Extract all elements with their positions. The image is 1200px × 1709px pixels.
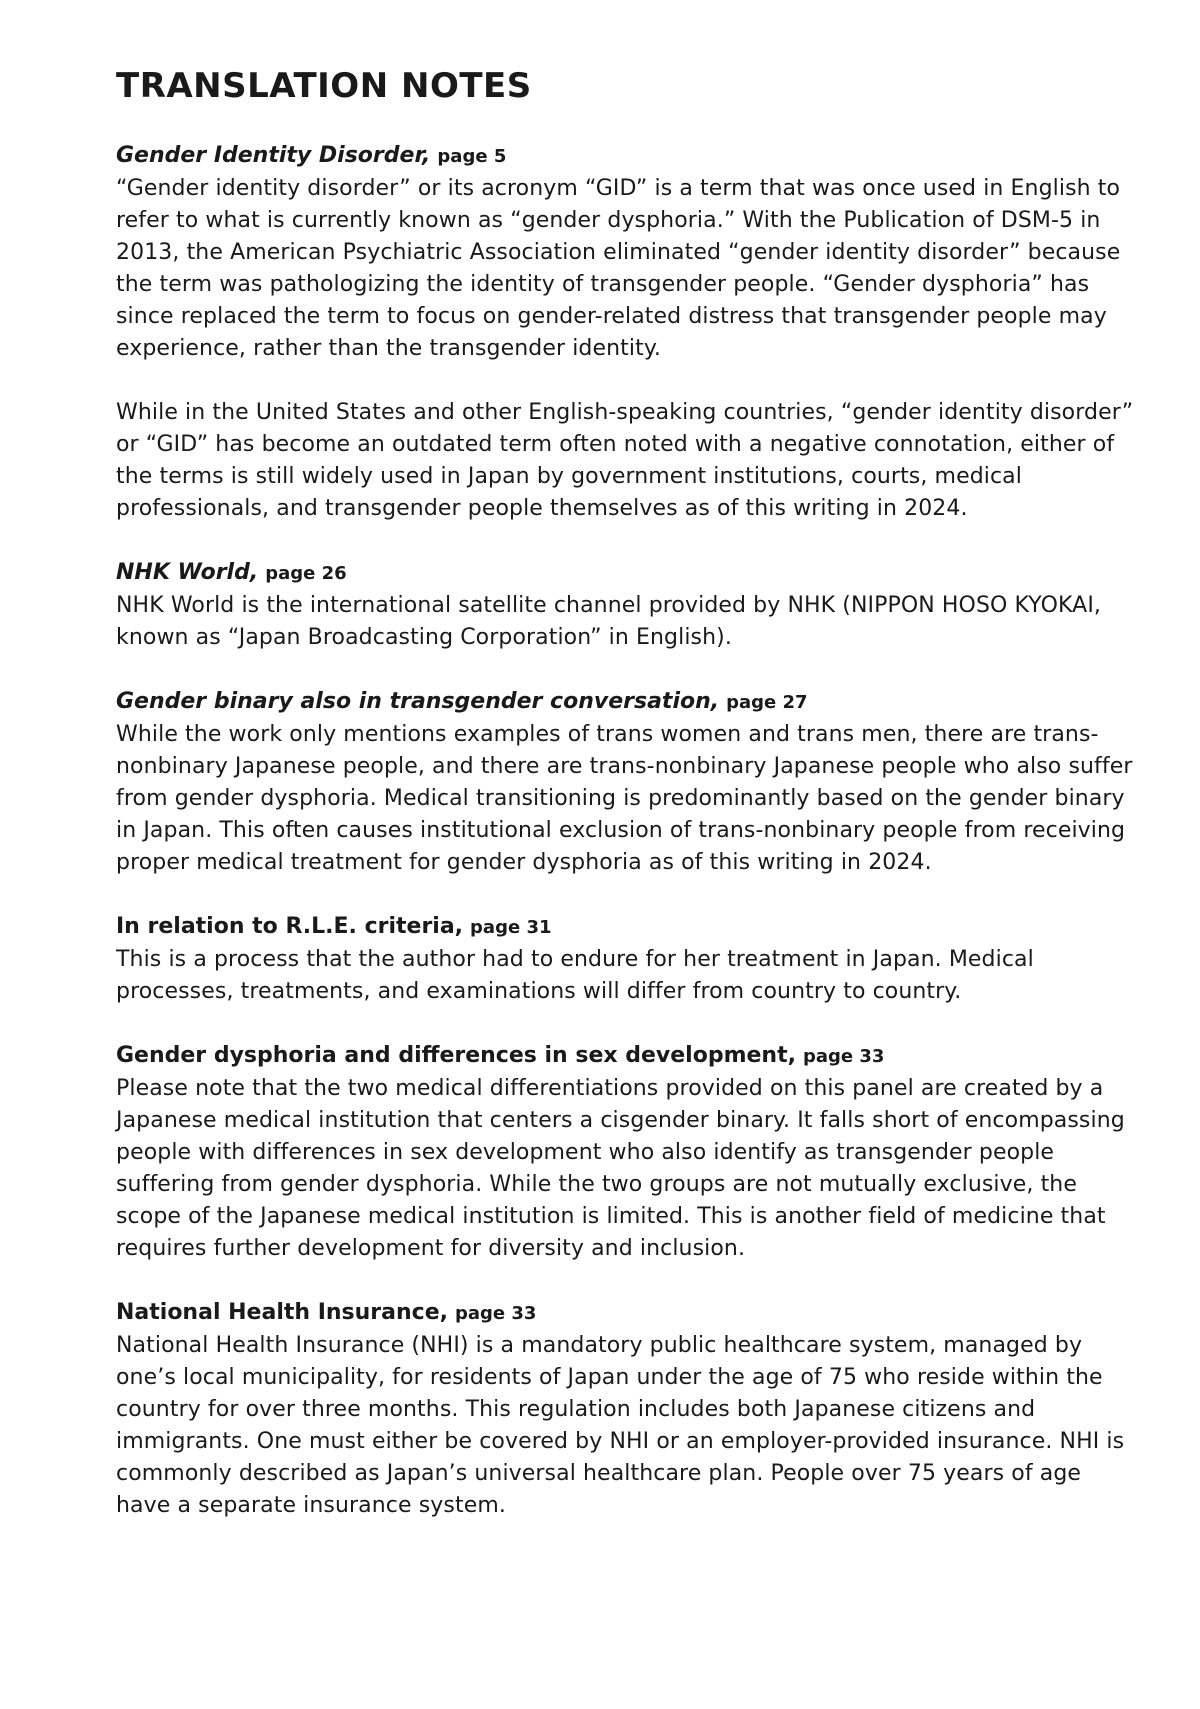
- note-gender-identity-disorder: [116, 140, 1136, 525]
- note-page-ref: page 27: [726, 692, 808, 713]
- note-page-ref: page 26: [265, 563, 347, 584]
- translation-notes-page: [116, 64, 1136, 1554]
- note-heading: [116, 1297, 1136, 1330]
- note-term: Gender dysphoria and differences in sex development,: [116, 1043, 796, 1068]
- note-page-ref: page 31: [470, 917, 552, 938]
- note-paragraph: “Gender identity disorder” or its acronym “GID” is a term that was once used in English to refer to what is currently known as “gender dysphoria.” With the Publication of DSM-5 in 2013, the American Psychiatric Association eliminated “gender identity disorder” because the term was pathologizing the identity of transgender people. “Gender dysphoria” has since replaced the term to focus on gender-related distress that transgender people may experience, rather than the transgender identity.: [116, 176, 1121, 361]
- note-paragraph: NHK World is the international satellite channel provided by NHK (NIPPON HOSO KYOKAI, known as “Japan Broadcasting Corporation” in English).: [116, 593, 1101, 650]
- note-paragraph: While the work only mentions examples of trans women and trans men, there are trans-nonbinary Japanese people, and there are trans-nonbinary Japanese people who also suffer from gender dysphoria. Medical transitioning is predominantly based on the gender binary in Japan. This often causes institutional exclusion of trans-nonbinary people from receiving proper medical treatment for gender dysphoria as of this writing in 2024.: [116, 722, 1133, 875]
- note-heading: [116, 686, 1136, 719]
- note-rle-criteria: [116, 911, 1136, 1008]
- note-nhk-world: [116, 557, 1136, 654]
- note-term: Gender binary also in transgender conversation,: [116, 689, 720, 714]
- note-national-health-insurance: [116, 1297, 1136, 1522]
- note-page-ref: page 33: [802, 1046, 885, 1067]
- note-paragraph: Please note that the two medical differentiations provided on this panel are created by a Japanese medical institution that centers a cisgender binary. It falls short of encompassing people with differences in sex development who also identify as transgender people suffering from gender dysphoria. While the two groups are not mutually exclusive, the scope of the Japanese medical institution is limited. This is another field of medicine that requires further development for diversity and inclusion.: [116, 1076, 1125, 1261]
- note-heading: [116, 140, 1136, 173]
- note-paragraph: National Health Insurance (NHI) is a mandatory public healthcare system, managed by one’s local municipality, for residents of Japan under the age of 75 who reside within the country for over three months. This regulation includes both Japanese citizens and immigrants. One must either be covered by NHI or an employer-provided insurance. NHI is commonly described as Japan’s universal healthcare plan. People over 75 years of age have a separate insurance system.: [116, 1333, 1125, 1518]
- note-term: In relation to R.L.E. criteria,: [116, 914, 464, 939]
- note-heading: [116, 911, 1136, 944]
- note-term: Gender Identity Disorder,: [116, 143, 431, 168]
- note-gender-binary: [116, 686, 1136, 879]
- note-page-ref: page 5: [437, 146, 507, 167]
- note-page-ref: page 33: [454, 1303, 537, 1324]
- note-paragraph: This is a process that the author had to endure for her treatment in Japan. Medical processes, treatments, and examinations will differ from country to country.: [116, 947, 1034, 1004]
- page-title: TRANSLATION NOTES: [116, 66, 532, 106]
- note-term: National Health Insurance,: [116, 1300, 448, 1325]
- note-term: NHK World,: [116, 560, 259, 585]
- note-heading: [116, 557, 1136, 590]
- note-paragraph: While in the United States and other English-speaking countries, “gender identity disorder” or “GID” has become an outdated term often noted with a negative connotation, either of the terms is still widely used in Japan by government institutions, courts, medical professionals, and transgender people themselves as of this writing in 2024.: [116, 400, 1134, 521]
- note-heading: [116, 1040, 1136, 1073]
- note-gender-dysphoria-dsd: [116, 1040, 1136, 1265]
